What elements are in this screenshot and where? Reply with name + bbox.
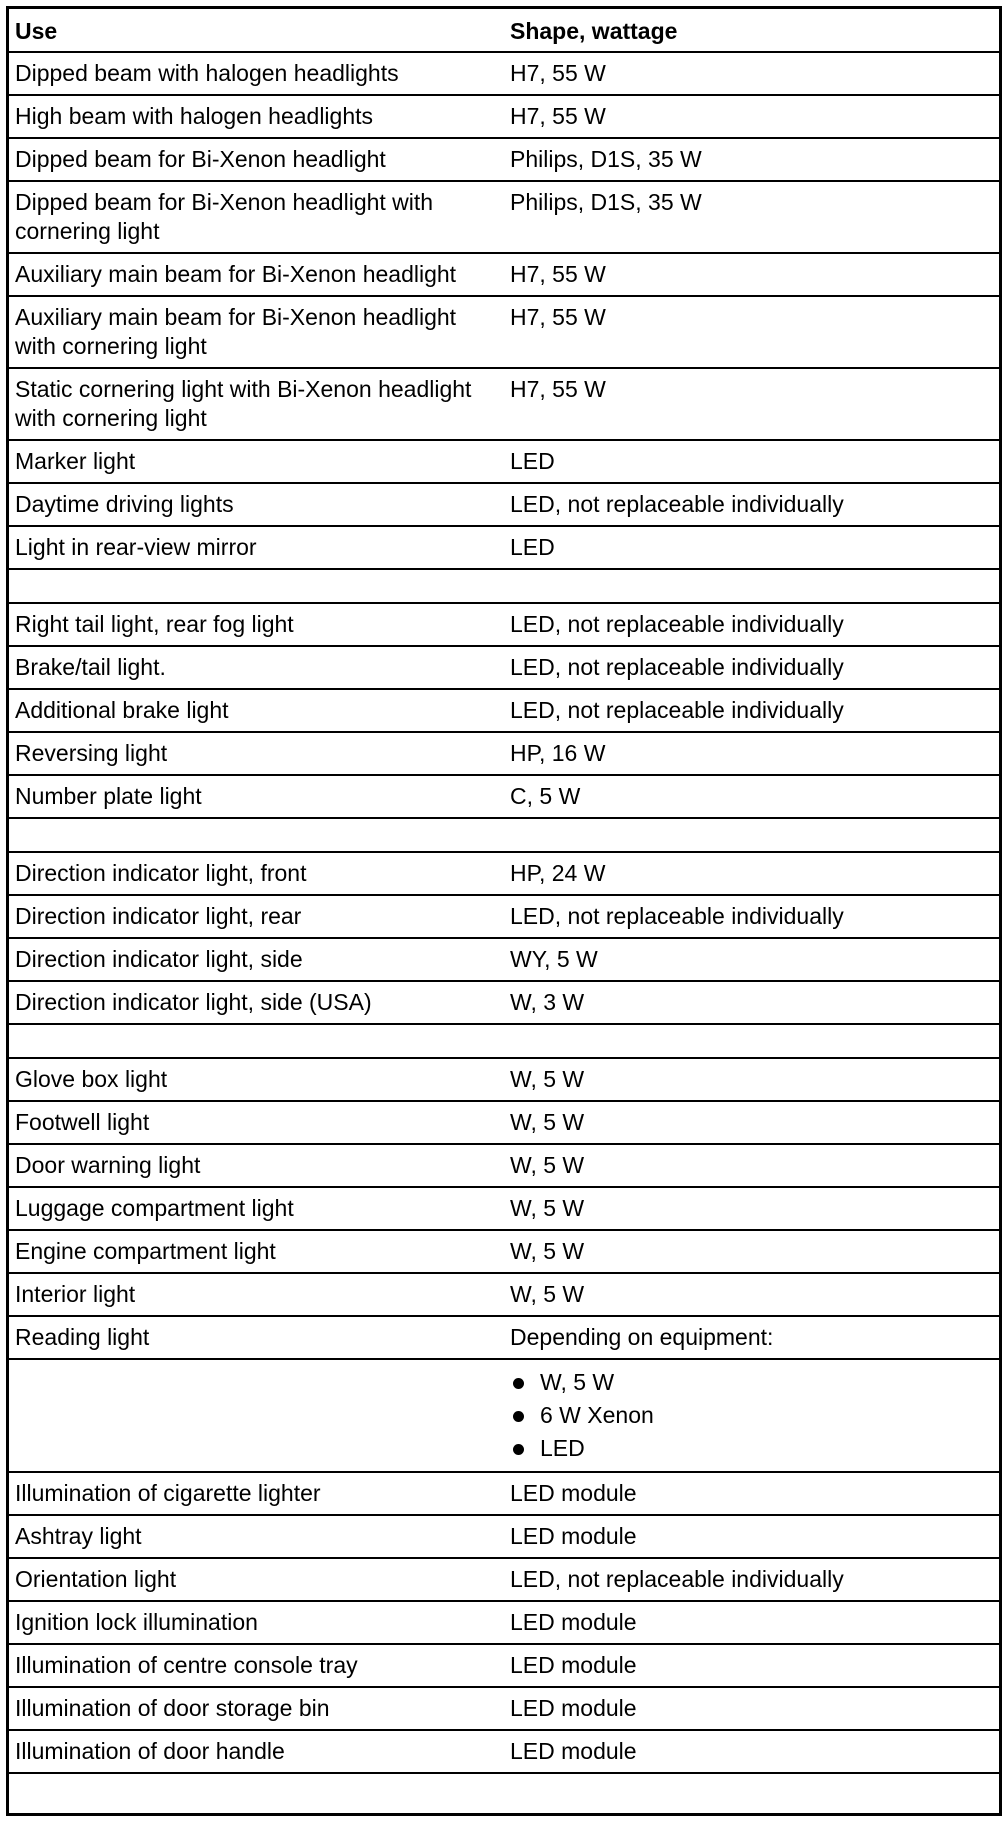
table-row (9, 1230, 999, 1273)
cell-shape-wattage: LED (496, 440, 999, 483)
cell-use: Direction indicator light, front (9, 852, 496, 895)
cell-shape-wattage: Philips, D1S, 35 W (496, 138, 999, 181)
table-row (9, 569, 999, 603)
cell-use: Reading light (9, 1316, 496, 1359)
cell-use: Direction indicator light, side (USA) (9, 981, 496, 1024)
cell-shape-wattage: W, 5 W (496, 1101, 999, 1144)
cell-shape-wattage: LED module (496, 1515, 999, 1558)
table-row (9, 1644, 999, 1687)
cell-use: Dipped beam for Bi-Xenon headlight (9, 138, 496, 181)
table-row (9, 1359, 999, 1472)
table-row (9, 689, 999, 732)
cell-use: Ignition lock illumination (9, 1601, 496, 1644)
cell-use: Auxiliary main beam for Bi-Xenon headlight (9, 253, 496, 296)
cell-use: Door warning light (9, 1144, 496, 1187)
cell-use: Illumination of door storage bin (9, 1687, 496, 1730)
bullet-text: 6 W Xenon (540, 1402, 654, 1428)
bullet-icon (513, 1411, 524, 1422)
cell-shape-wattage: LED, not replaceable individually (496, 483, 999, 526)
cell-shape-wattage: W, 3 W (496, 981, 999, 1024)
cell-shape-wattage: W, 5 W (496, 1144, 999, 1187)
table-header-row (9, 9, 999, 52)
cell-shape-wattage (496, 818, 999, 852)
table-row (9, 138, 999, 181)
table-row (9, 526, 999, 569)
cell-shape-wattage: LED module (496, 1601, 999, 1644)
cell-shape-wattage: LED module (496, 1472, 999, 1515)
cell-use: Right tail light, rear fog light (9, 603, 496, 646)
cell-use: Direction indicator light, side (9, 938, 496, 981)
table-row (9, 1187, 999, 1230)
table-row (9, 852, 999, 895)
cell-shape-wattage: W, 5 W (496, 1187, 999, 1230)
cell-use: Light in rear-view mirror (9, 526, 496, 569)
bullet-item (510, 1432, 999, 1465)
bullet-icon (513, 1378, 524, 1389)
table-row (9, 1601, 999, 1644)
cell-use: Direction indicator light, rear (9, 895, 496, 938)
cell-use: Static cornering light with Bi-Xenon headlight with cornering light (9, 368, 496, 440)
table-row (9, 1144, 999, 1187)
cell-use: Auxiliary main beam for Bi-Xenon headlight with cornering light (9, 296, 496, 368)
table-row (9, 1058, 999, 1101)
cell-use: Glove box light (9, 1058, 496, 1101)
table-row (9, 1316, 999, 1359)
cell-use: Brake/tail light. (9, 646, 496, 689)
bullet-text: LED (540, 1435, 585, 1461)
cell-shape-wattage: H7, 55 W (496, 52, 999, 95)
cell-shape-wattage: LED module (496, 1730, 999, 1773)
table-row (9, 52, 999, 95)
cell-use: Illumination of cigarette lighter (9, 1472, 496, 1515)
cell-shape-wattage: LED, not replaceable individually (496, 603, 999, 646)
table-row (9, 1024, 999, 1058)
cell-shape-wattage: W, 5 W (496, 1058, 999, 1101)
cell-shape-wattage: LED, not replaceable individually (496, 1558, 999, 1601)
cell-shape-wattage: LED, not replaceable individually (496, 689, 999, 732)
table-row (9, 1273, 999, 1316)
cell-use: Illumination of centre console tray (9, 1644, 496, 1687)
cell-shape-wattage: LED, not replaceable individually (496, 646, 999, 689)
cell-shape-wattage: W, 5 W (496, 1230, 999, 1273)
cell-shape-wattage: LED, not replaceable individually (496, 895, 999, 938)
cell-shape-wattage: C, 5 W (496, 775, 999, 818)
bullet-list (510, 1366, 999, 1465)
table-row (9, 1730, 999, 1773)
cell-shape-wattage: H7, 55 W (496, 296, 999, 368)
cell-shape-wattage: HP, 24 W (496, 852, 999, 895)
bullet-icon (513, 1444, 524, 1455)
bulb-table (9, 9, 999, 1774)
table-row (9, 938, 999, 981)
cell-shape-wattage (496, 1024, 999, 1058)
table-row (9, 775, 999, 818)
cell-use: Orientation light (9, 1558, 496, 1601)
cell-use: Ashtray light (9, 1515, 496, 1558)
table-row (9, 483, 999, 526)
cell-shape-wattage: W, 5 W (496, 1273, 999, 1316)
cell-use (9, 569, 496, 603)
cell-shape-wattage: Depending on equipment: (496, 1316, 999, 1359)
cell-shape-wattage: H7, 55 W (496, 95, 999, 138)
table-row (9, 440, 999, 483)
cell-use (9, 1359, 496, 1472)
cell-use: Footwell light (9, 1101, 496, 1144)
bullet-item (510, 1366, 999, 1399)
cell-use: Number plate light (9, 775, 496, 818)
table-row (9, 95, 999, 138)
table-row (9, 895, 999, 938)
table-row (9, 253, 999, 296)
cell-use: Marker light (9, 440, 496, 483)
header-use: Use (9, 9, 496, 52)
table-row (9, 368, 999, 440)
cell-use: Reversing light (9, 732, 496, 775)
cell-use: Interior light (9, 1273, 496, 1316)
cell-shape-wattage (496, 1359, 999, 1472)
cell-use: Illumination of door handle (9, 1730, 496, 1773)
cell-use (9, 818, 496, 852)
cell-shape-wattage: LED module (496, 1687, 999, 1730)
cell-use: Dipped beam for Bi-Xenon headlight with cornering light (9, 181, 496, 253)
cell-use: Engine compartment light (9, 1230, 496, 1273)
header-shape-wattage: Shape, wattage (496, 9, 999, 52)
cell-shape-wattage (496, 569, 999, 603)
table-row (9, 818, 999, 852)
cell-shape-wattage: Philips, D1S, 35 W (496, 181, 999, 253)
cell-shape-wattage: H7, 55 W (496, 253, 999, 296)
cell-use (9, 1024, 496, 1058)
cell-shape-wattage: H7, 55 W (496, 368, 999, 440)
table-row (9, 646, 999, 689)
cell-shape-wattage: LED module (496, 1644, 999, 1687)
bullet-text: W, 5 W (540, 1369, 615, 1395)
bullet-item (510, 1399, 999, 1432)
table-row (9, 1558, 999, 1601)
table-row (9, 1687, 999, 1730)
table-row (9, 181, 999, 253)
table-row (9, 1101, 999, 1144)
cell-use: Luggage compartment light (9, 1187, 496, 1230)
cell-use: Dipped beam with halogen headlights (9, 52, 496, 95)
cell-shape-wattage: LED (496, 526, 999, 569)
cell-use: Additional brake light (9, 689, 496, 732)
table-row (9, 981, 999, 1024)
cell-shape-wattage: HP, 16 W (496, 732, 999, 775)
cell-use: High beam with halogen headlights (9, 95, 496, 138)
table-row (9, 603, 999, 646)
table-row (9, 296, 999, 368)
table-row (9, 732, 999, 775)
table-row (9, 1515, 999, 1558)
cell-shape-wattage: WY, 5 W (496, 938, 999, 981)
table-row (9, 1472, 999, 1515)
bulb-table-frame (6, 6, 1002, 1816)
cell-use: Daytime driving lights (9, 483, 496, 526)
